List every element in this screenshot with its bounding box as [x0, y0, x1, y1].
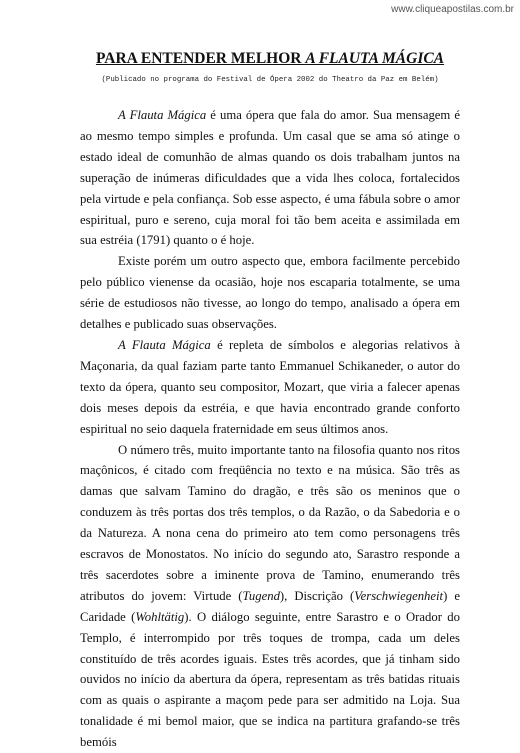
- p4-text-b: ), Discrição (: [280, 589, 354, 603]
- paragraph-2: [80, 251, 460, 335]
- paragraph-1: [80, 105, 460, 251]
- page-title: [80, 50, 460, 68]
- paragraph-4: [80, 440, 460, 753]
- p2-text: Existe porém um outro aspecto que, embora facilmente percebido pelo público vienense da ocasião, hoje nos escaparia totalmente, se uma série de estudiosos não tivesse, ao longo do tempo, analisado a ópera em detalhes e publicado suas observações.: [80, 254, 460, 331]
- p4-italic-1: Tugend: [243, 589, 280, 603]
- title-plain: PARA ENTENDER MELHOR: [96, 50, 305, 67]
- title-italic: A FLAUTA MÁGICA: [305, 50, 444, 67]
- p3-text: é repleta de símbolos e alegorias relativos à Maçonaria, da qual faziam parte tanto Emmanuel Schikaneder, o autor do texto da ópera, quanto seu compositor, Mozart, que viria a falecer apenas dois meses depois da estréia, e que havia encontrado grande conforto espiritual no seio daquela fraternidade em seus últimos anos.: [80, 338, 460, 436]
- paragraph-3: [80, 335, 460, 440]
- p4-italic-2: Verschwiegenheit: [354, 589, 443, 603]
- p1-text: é uma ópera que fala do amor. Sua mensagem é ao mesmo tempo simples e profunda. Um casal que se ama só atinge o estado ideal de comunhão de almas quando os dois trabalham juntos na superação de inúmeras dificuldades que a vida lhes coloca, fortalecidos pela virtude e pela confiança. Sob esse aspecto, é uma fábula sobre o amor espiritual, puro e sereno, cuja moral foi tão bem aceita e assimilada em sua estréia (1791) quanto o é hoje.: [80, 108, 460, 247]
- subtitle: (Publicado no programa do Festival de Ópera 2002 do Theatro da Paz em Belém): [80, 75, 460, 85]
- p4-italic-3: Wohltätig: [135, 610, 184, 624]
- watermark: www.cliqueapostilas.com.br: [391, 4, 514, 15]
- p4-text-d: ). O diálogo seguinte, entre Sarastro e o Orador do Templo, é interrompido por três toques de trompa, cada um deles constituído de três acordes iguais. Estes três acordes, que já tinham sido ouvidos no início da abertura da ópera, representam as três batidas rituais com as quais o aspirante a maçom pede para ser admitido na Loja. Sua tonalidade é mi bemol maior, que se indica na partitura grafando-se três bemóis: [80, 610, 460, 749]
- p3-italic: A Flauta Mágica: [118, 338, 211, 352]
- p1-italic: A Flauta Mágica: [118, 108, 206, 122]
- p4-text-c: ) e Caridade (: [80, 589, 460, 624]
- p4-text-a: O número três, muito importante tanto na filosofia quanto nos ritos maçônicos, é citado com freqüência no texto e na música. São três as damas que salvam Tamino do dragão, e três são os meninos que o conduzem às três portas dos três templos, o da Razão, o da Sabedoria e o da Natureza. A nona cena do primeiro ato tem como personagens três escravos de Monostatos. No início do segundo ato, Sarastro responde a três sacerdotes sobre a iminente prova de Tamino, enumerando três atributos do jovem: Virtude (: [80, 443, 460, 603]
- document-body: [80, 105, 460, 753]
- document-page: [80, 50, 460, 753]
